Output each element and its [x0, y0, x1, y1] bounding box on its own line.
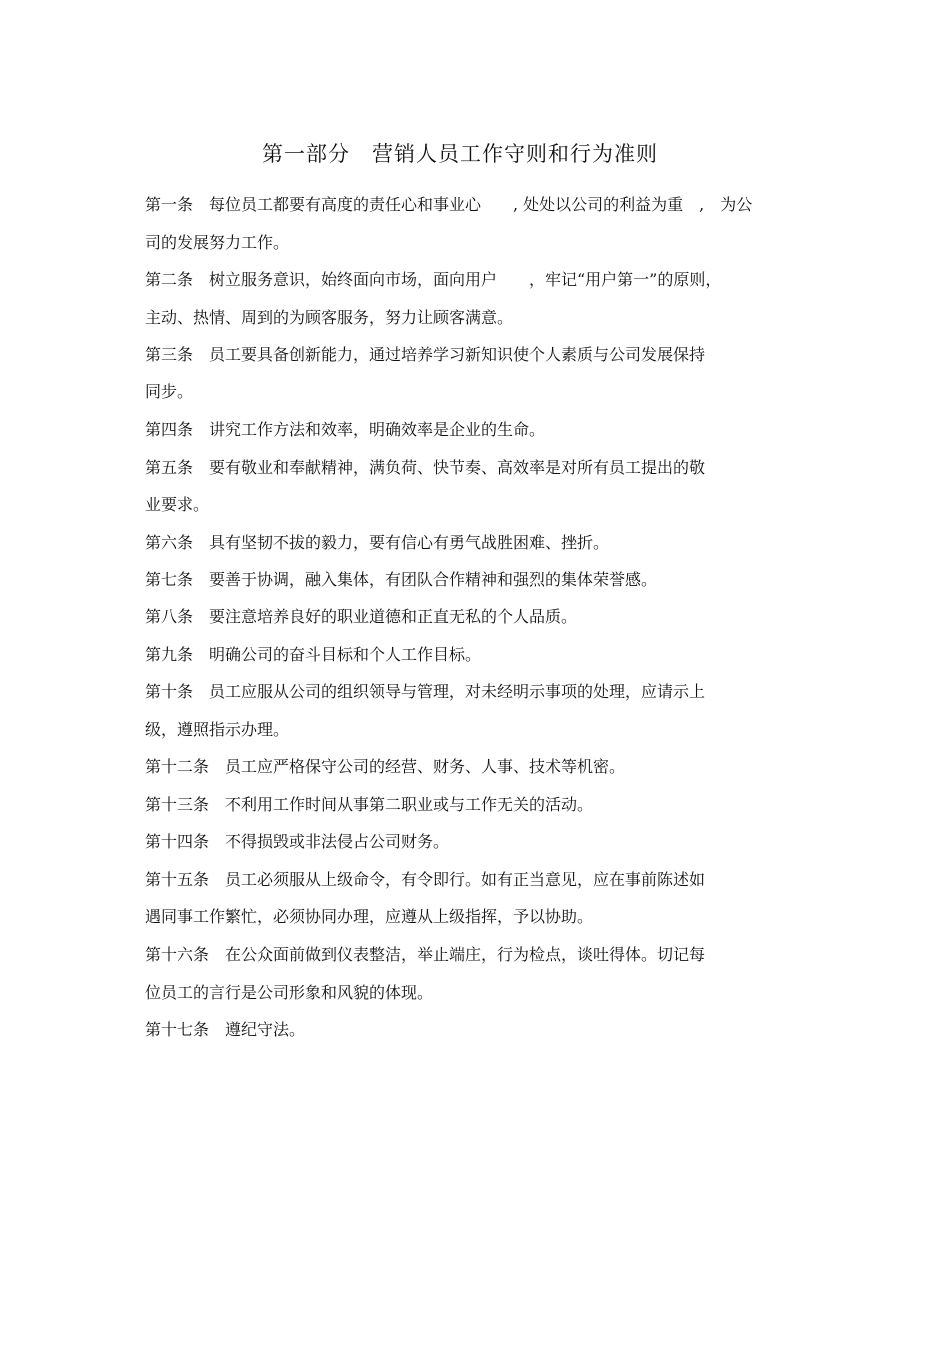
text-line: 位员工的言行是公司形象和风貌的体现。 — [145, 983, 434, 1002]
text-line: 遇同事工作繁忙，必须协同办理，应遵从上级指挥，予以协助。 — [145, 907, 594, 926]
text-line: 第十七条 遵纪守法。 — [145, 1020, 306, 1039]
text-line: 第四条 讲究工作方法和效率，明确效率是企业的生命。 — [145, 420, 546, 439]
text-line: 第十六条 在公众面前做到仪表整洁，举止端庄，行为检点，谈吐得体。切记每 — [145, 945, 706, 964]
text-line: 业要求。 — [145, 495, 210, 514]
text-line: 第十五条 员工必须服从上级命令，有令即行。如有正当意见，应在事前陈述如 — [145, 870, 706, 889]
text-line: 同步。 — [145, 382, 194, 401]
text-line: 第七条 要善于协调，融入集体，有团队合作精神和强烈的集体荣誉感。 — [145, 570, 658, 589]
text-line: 第十二条 员工应严格保守公司的经营、财务、人事、技术等机密。 — [145, 757, 626, 776]
text-line: 第十三条 不利用工作时间从事第二职业或与工作无关的活动。 — [145, 795, 594, 814]
text-line: 第一条 每位员工都要有高度的责任心和事业心 , 处处以公司的利益为重 , 为公 — [145, 195, 753, 214]
text-line: 第二条 树立服务意识，始终面向市场，面向用户 ，牢记“用户第一”的原则， — [145, 270, 722, 289]
text-line: 级，遵照指示办理。 — [145, 720, 290, 739]
text-line: 第六条 具有坚韧不拔的毅力，要有信心有勇气战胜困难、挫折。 — [145, 533, 610, 552]
text-line: 第九条 明确公司的奋斗目标和个人工作目标。 — [145, 645, 482, 664]
text-line: 第八条 要注意培养良好的职业道德和正直无私的个人品质。 — [145, 607, 578, 626]
text-line: 司的发展努力工作。 — [145, 233, 290, 252]
page-title: 第一部分 营销人员工作守则和行为准则 — [262, 142, 658, 166]
text-line: 第五条 要有敬业和奉献精神，满负荷、快节奏、高效率是对所有员工提出的敬 — [145, 458, 706, 477]
text-line: 第三条 员工要具备创新能力，通过培养学习新知识使个人素质与公司发展保持 — [145, 345, 706, 364]
text-line: 第十条 员工应服从公司的组织领导与管理，对未经明示事项的处理，应请示上 — [145, 682, 706, 701]
text-line: 第十四条 不得损毁或非法侵占公司财务。 — [145, 832, 450, 851]
text-line: 主动、热情、周到的为顾客服务，努力让顾客满意。 — [145, 308, 514, 327]
